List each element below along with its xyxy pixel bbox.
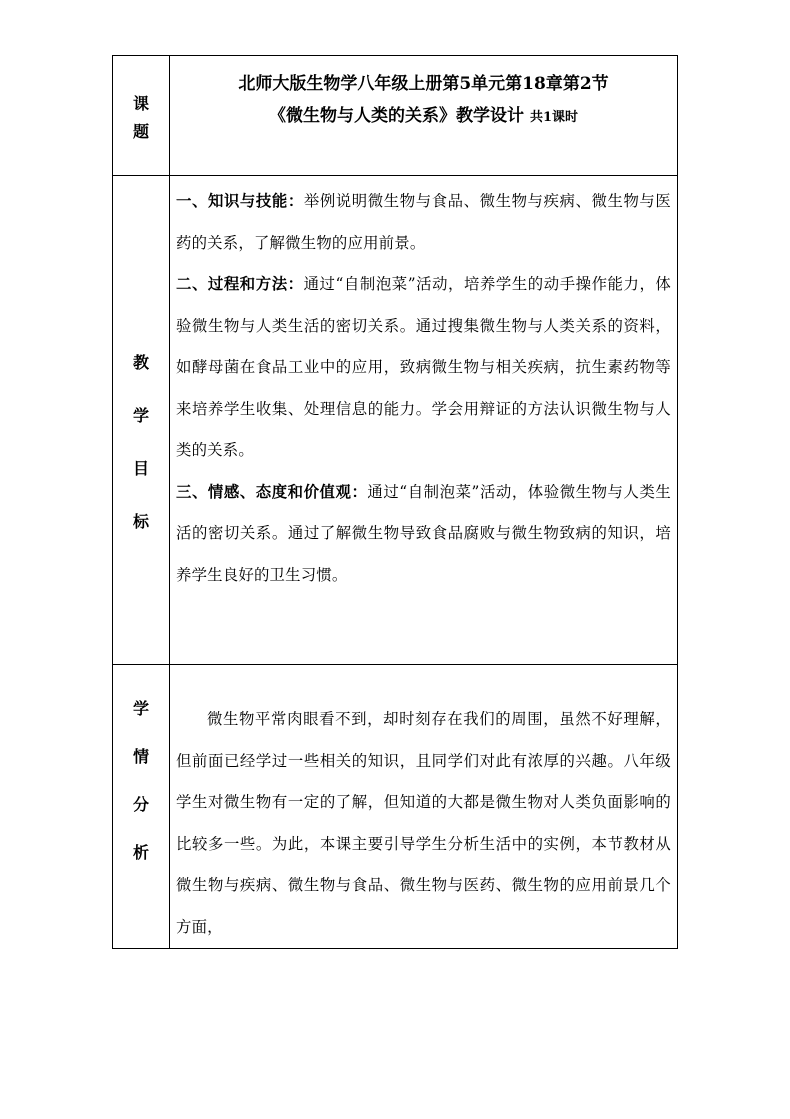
analysis-label-cell (113, 665, 170, 949)
goals-label-cell (113, 176, 170, 665)
goal-body: 通过“自制泡菜”活动，培养学生的动手操作能力，体验微生物与人类生活的密切关系。通过搜集微生物与人类关系的资料，如酵母菌在食品工业中的应用，致病微生物与相关疾病，抗生素药物等来培养学生收集、处理信息的能力。学会用辩证的方法认识微生物与人类的关系。 (176, 275, 671, 459)
analysis-label (113, 665, 169, 877)
lesson-plan-table (112, 55, 678, 949)
title-content-cell (170, 56, 678, 176)
goal-item-3 (176, 472, 671, 597)
label-char: 题 (132, 122, 149, 141)
title-line-2-main: 《微生物与人类的关系》教学设计 (268, 106, 524, 126)
analysis-content-cell (170, 665, 678, 949)
title-row (113, 56, 678, 176)
class-hours: 共1课时 (529, 110, 579, 125)
label-char: 学 (132, 406, 149, 425)
analysis-text (170, 665, 677, 948)
goal-body: 举例说明微生物与食品、微生物与疾病、微生物与医药的关系，了解微生物的应用前景。 (176, 192, 671, 252)
label-char: 析 (132, 843, 149, 862)
label-char: 教 (132, 353, 149, 372)
label-char: 情 (132, 747, 149, 766)
goals-label (113, 176, 169, 548)
title-label (113, 56, 169, 146)
analysis-paragraph: 微生物平常肉眼看不到，却时刻存在我们的周围，虽然不好理解，但前面已经学过一些相关的知识，且同学们对此有浓厚的兴趣。八年级学生对微生物有一定的了解，但知道的大都是微生物对人类负面影响的比较多一些。为此，本课主要引导学生分析生活中的实例，本节教材从微生物与疾病、微生物与食品、微生物与医药、微生物的应用前景几个方面， (176, 710, 671, 936)
title-label-cell (113, 56, 170, 176)
goal-item-2 (176, 264, 671, 472)
goal-item-1 (176, 181, 671, 264)
label-char: 目 (132, 459, 149, 478)
title-line-2 (170, 100, 677, 134)
title-line-1: 北师大版生物学八年级上册第5单元第18章第2节 (238, 74, 609, 94)
goal-heading: 二、过程和方法： (176, 275, 304, 293)
goal-heading: 一、知识与技能： (176, 192, 304, 210)
goals-text (170, 176, 677, 596)
goal-heading: 三、情感、态度和价值观： (176, 482, 368, 501)
goals-content-cell (170, 176, 678, 665)
label-char: 分 (132, 795, 149, 814)
goals-row (113, 176, 678, 665)
goal-body: 通过“自制泡菜”活动，体验微生物与人类生活的密切关系。通过了解微生物导致食品腐败与微生物致病的知识，培养学生良好的卫生习惯。 (176, 482, 671, 584)
lesson-title (170, 56, 677, 134)
label-char: 标 (132, 512, 149, 531)
label-char: 学 (132, 699, 149, 718)
analysis-row (113, 665, 678, 949)
label-char: 课 (132, 94, 149, 113)
